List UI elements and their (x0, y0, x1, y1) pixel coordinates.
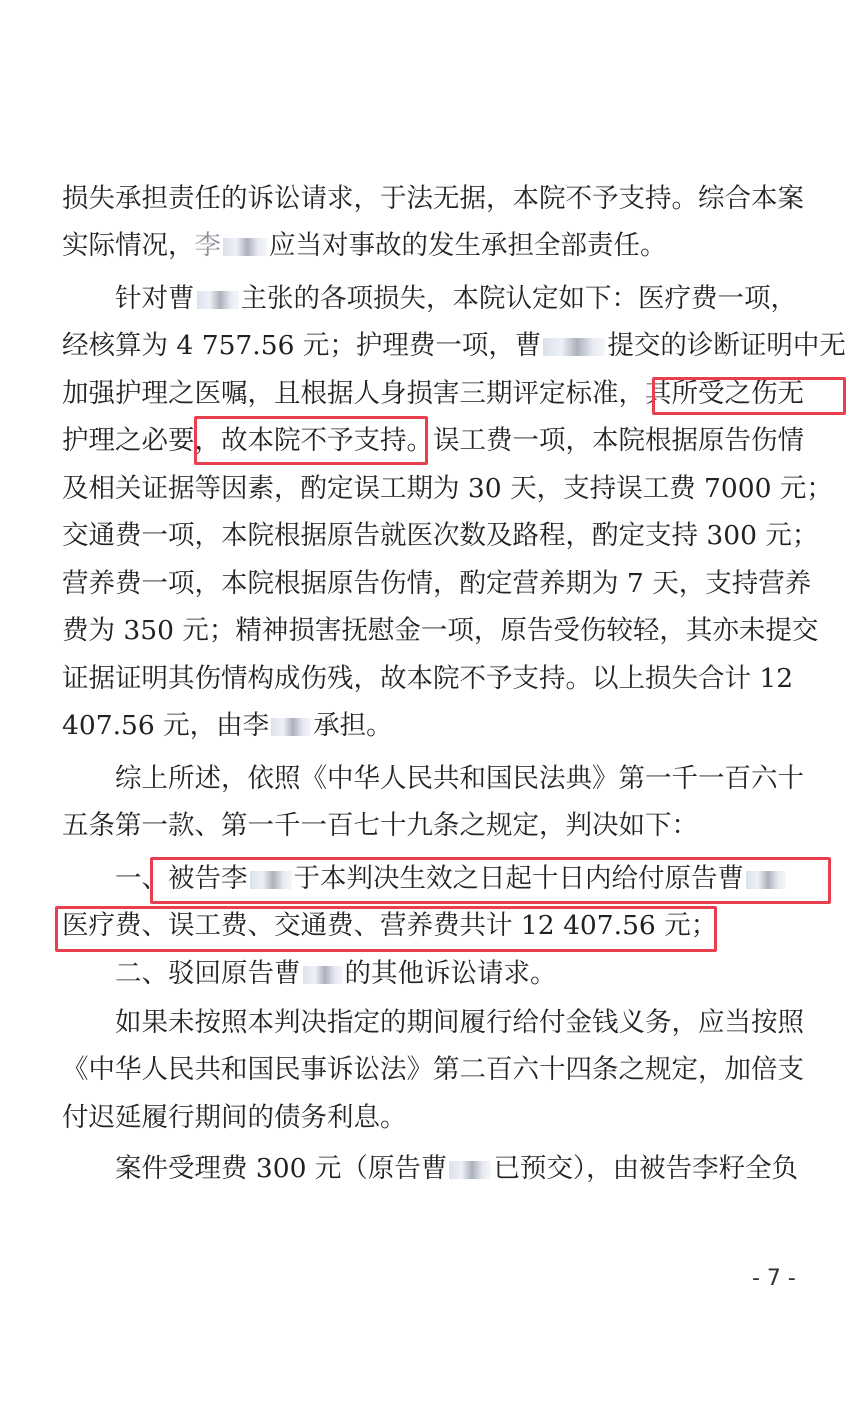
text-line (115, 1152, 798, 1186)
text-segment: 营养费一项，本院根据原告伤情，酌定营养期为 7 天，支持营养 (62, 568, 812, 599)
text-segment: 案件受理费 300 元（原告曹 (115, 1153, 448, 1184)
redacted-name (223, 238, 267, 256)
text-line (62, 614, 818, 648)
text-line (62, 1053, 804, 1087)
text-segment: 交通费一项，本院根据原告就医次数及路程，酌定支持 300 元； (62, 520, 819, 551)
text-line (62, 1101, 407, 1135)
redacted-name (543, 338, 605, 356)
text-line (115, 282, 797, 316)
text-segment: 的其他诉讼请求。 (344, 958, 557, 989)
text-line (62, 472, 833, 506)
redacted-name (250, 871, 292, 889)
text-segment: 证据证明其伤情构成伤残，故本院不予支持。以上损失合计 12 (62, 663, 794, 694)
text-segment: 407.56 元，由李 (62, 710, 270, 741)
text-segment: 及相关证据等因素，酌定误工期为 30 天，支持误工费 7000 元； (62, 473, 833, 504)
text-line (62, 809, 698, 843)
text-segment: 费为 350 元；精神损害抚慰金一项，原告受伤较轻，其亦未提交 (62, 615, 819, 646)
text-segment: 如果未按照本判决指定的期间履行给付金钱义务，应当按照 (115, 1007, 804, 1038)
text-segment: 综上所述，依照《中华人民共和国民法典》第一千一百六十 (115, 763, 804, 794)
text-segment: 五条第一款、第一千一百七十九条之规定，判决如下： (62, 810, 698, 841)
text-segment: 李 (194, 230, 221, 261)
text-segment: 《中华人民共和国民事诉讼法》第二百六十四条之规定，加倍支 (62, 1054, 804, 1085)
text-segment: 一、被告李 (115, 863, 248, 894)
redacted-name (303, 966, 343, 984)
text-segment: 损失承担责任的诉讼请求，于法无据，本院不予支持。综合本案 (62, 183, 804, 214)
text-line (115, 957, 557, 991)
text-segment: 经核算为 4 757.56 元；护理费一项，曹 (62, 330, 542, 361)
text-segment: 护理之必要，故本院不予支持。误工费一项，本院根据原告伤情 (62, 425, 804, 456)
text-line (62, 519, 818, 553)
text-segment: 实际情况， (62, 230, 195, 261)
text-segment: 加强护理之医嘱，且根据人身损害三期评定标准，其所受之伤无 (62, 378, 804, 409)
text-line (62, 229, 667, 263)
text-line (62, 182, 804, 216)
redacted-name (746, 871, 786, 889)
redacted-name (197, 291, 239, 309)
text-segment: 主张的各项损失，本院认定如下：医疗费一项， (240, 283, 797, 314)
text-line (62, 909, 717, 943)
text-line (62, 377, 804, 411)
page-number: - 7 - (752, 1266, 796, 1291)
text-segment: 付迟延履行期间的债务利息。 (62, 1102, 407, 1133)
text-line (62, 709, 393, 743)
text-segment: 于本判决生效之日起十日内给付原告曹 (293, 863, 744, 894)
text-line (115, 1006, 804, 1040)
text-segment: 针对曹 (115, 283, 195, 314)
text-segment: 承担。 (313, 710, 393, 741)
text-segment: 提交的诊断证明中无 (607, 330, 846, 361)
text-line (115, 762, 804, 796)
redacted-name (449, 1161, 491, 1179)
text-line (62, 662, 793, 696)
text-segment: 二、驳回原告曹 (115, 958, 301, 989)
text-line (62, 567, 811, 601)
text-segment: 医疗费、误工费、交通费、营养费共计 12 407.56 元； (62, 910, 718, 941)
text-line (115, 862, 788, 896)
text-segment: 已预交），由被告李籽全负 (493, 1153, 799, 1184)
text-line (62, 424, 804, 458)
text-segment: 应当对事故的发生承担全部责任。 (269, 230, 667, 261)
text-line (62, 329, 846, 363)
redacted-name (271, 718, 311, 736)
